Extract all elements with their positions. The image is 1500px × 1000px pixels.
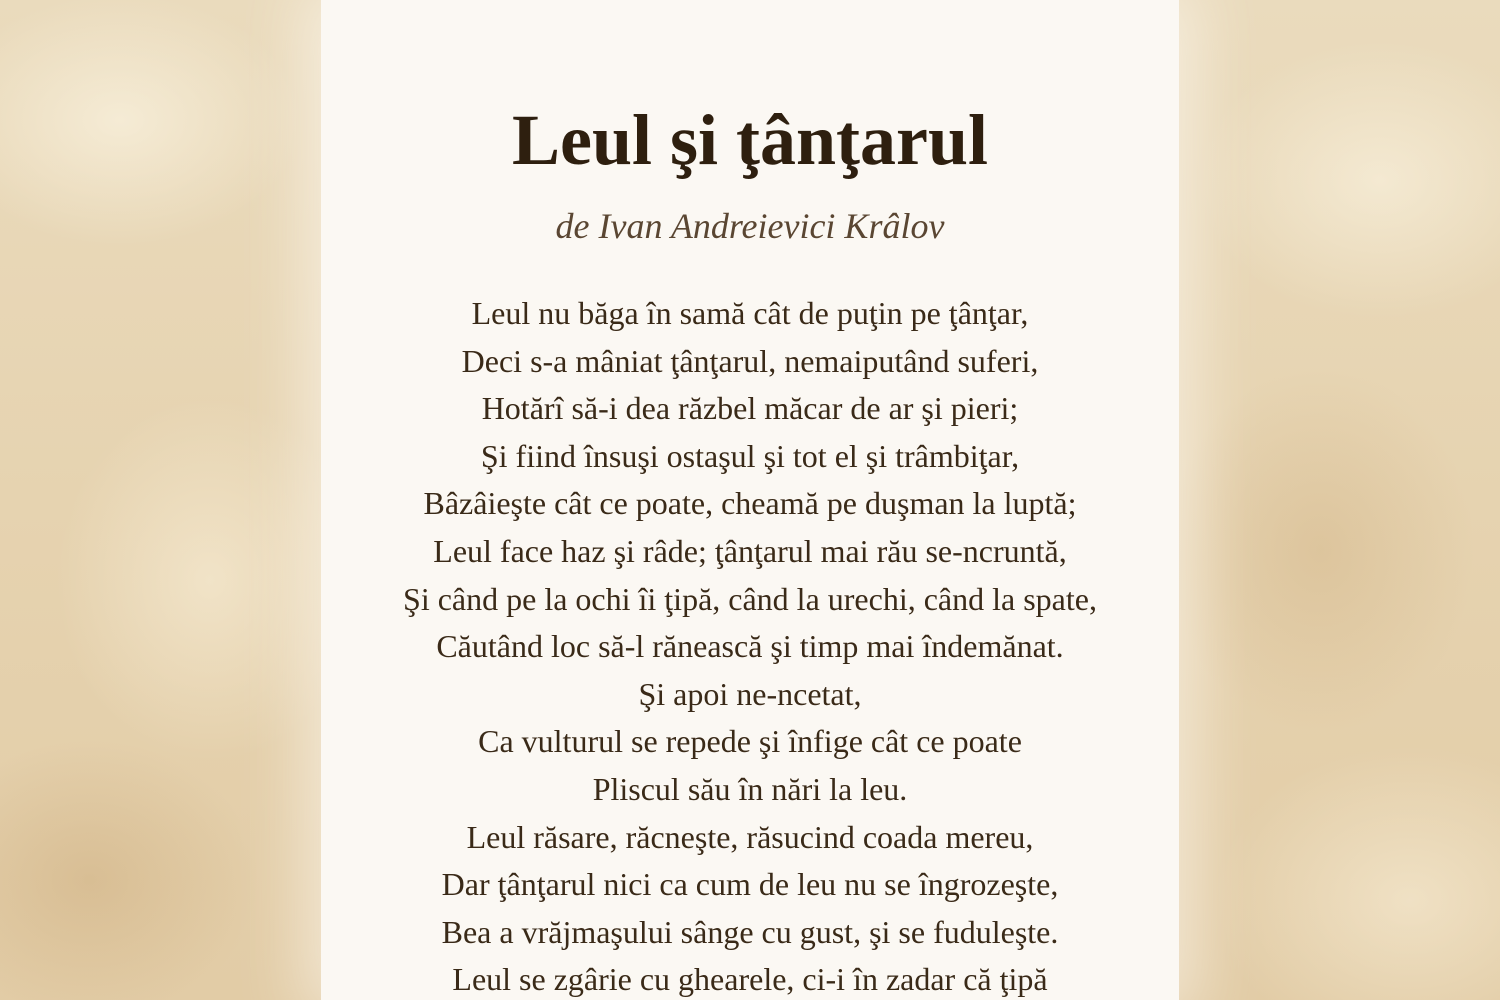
poem-line: Deci s-a mâniat ţânţarul, nemaiputând suferi, (461, 342, 1039, 379)
poem-line: Leul nu băga în samă cât de puţin pe ţânţar, (471, 295, 1029, 331)
poem-author: de Ivan Andreievici Krâlov (555, 206, 945, 246)
poem-title: Leul şi ţânţarul (511, 100, 989, 180)
poem-line: Bâzâieşte cât ce poate, cheamă pe duşman la luptă; (423, 485, 1077, 522)
poem-line: Căutând loc să-l rănească şi timp mai îndemănat. (436, 628, 1064, 665)
poem-line: Şi fiind însuşi ostaşul şi tot el şi trâmbiţar, (480, 437, 1020, 474)
poem-line: Dar ţânţarul nici ca cum de leu nu se îngrozeşte, (441, 866, 1059, 903)
poem-text (321, 290, 1179, 1000)
poem-line: Pliscul său în nări la leu. (592, 770, 908, 807)
poem-line: Bea a vrăjmaşului sânge cu gust, şi se fuduleşte. (441, 913, 1059, 950)
poem-line: Leul face haz şi râde; ţânţarul mai rău se-ncruntă, (433, 532, 1067, 569)
poem-line: Ca vulturul se repede şi înfige cât ce poate (478, 723, 1022, 760)
poem-line: Leul răsare, răcneşte, răsucind coada mereu, (466, 818, 1034, 855)
poem-line: Leul se zgârie cu ghearele, ci-i în zadar că ţipă (452, 961, 1048, 998)
poem-line: Hotărî să-i dea răzbel măcar de ar şi pieri; (481, 390, 1019, 427)
poem-page (321, 0, 1179, 1000)
poem-line: Şi când pe la ochi îi ţipă, când la urechi, când la spate, (403, 580, 1097, 617)
poem-line: Şi apoi ne-ncetat, (638, 675, 862, 712)
